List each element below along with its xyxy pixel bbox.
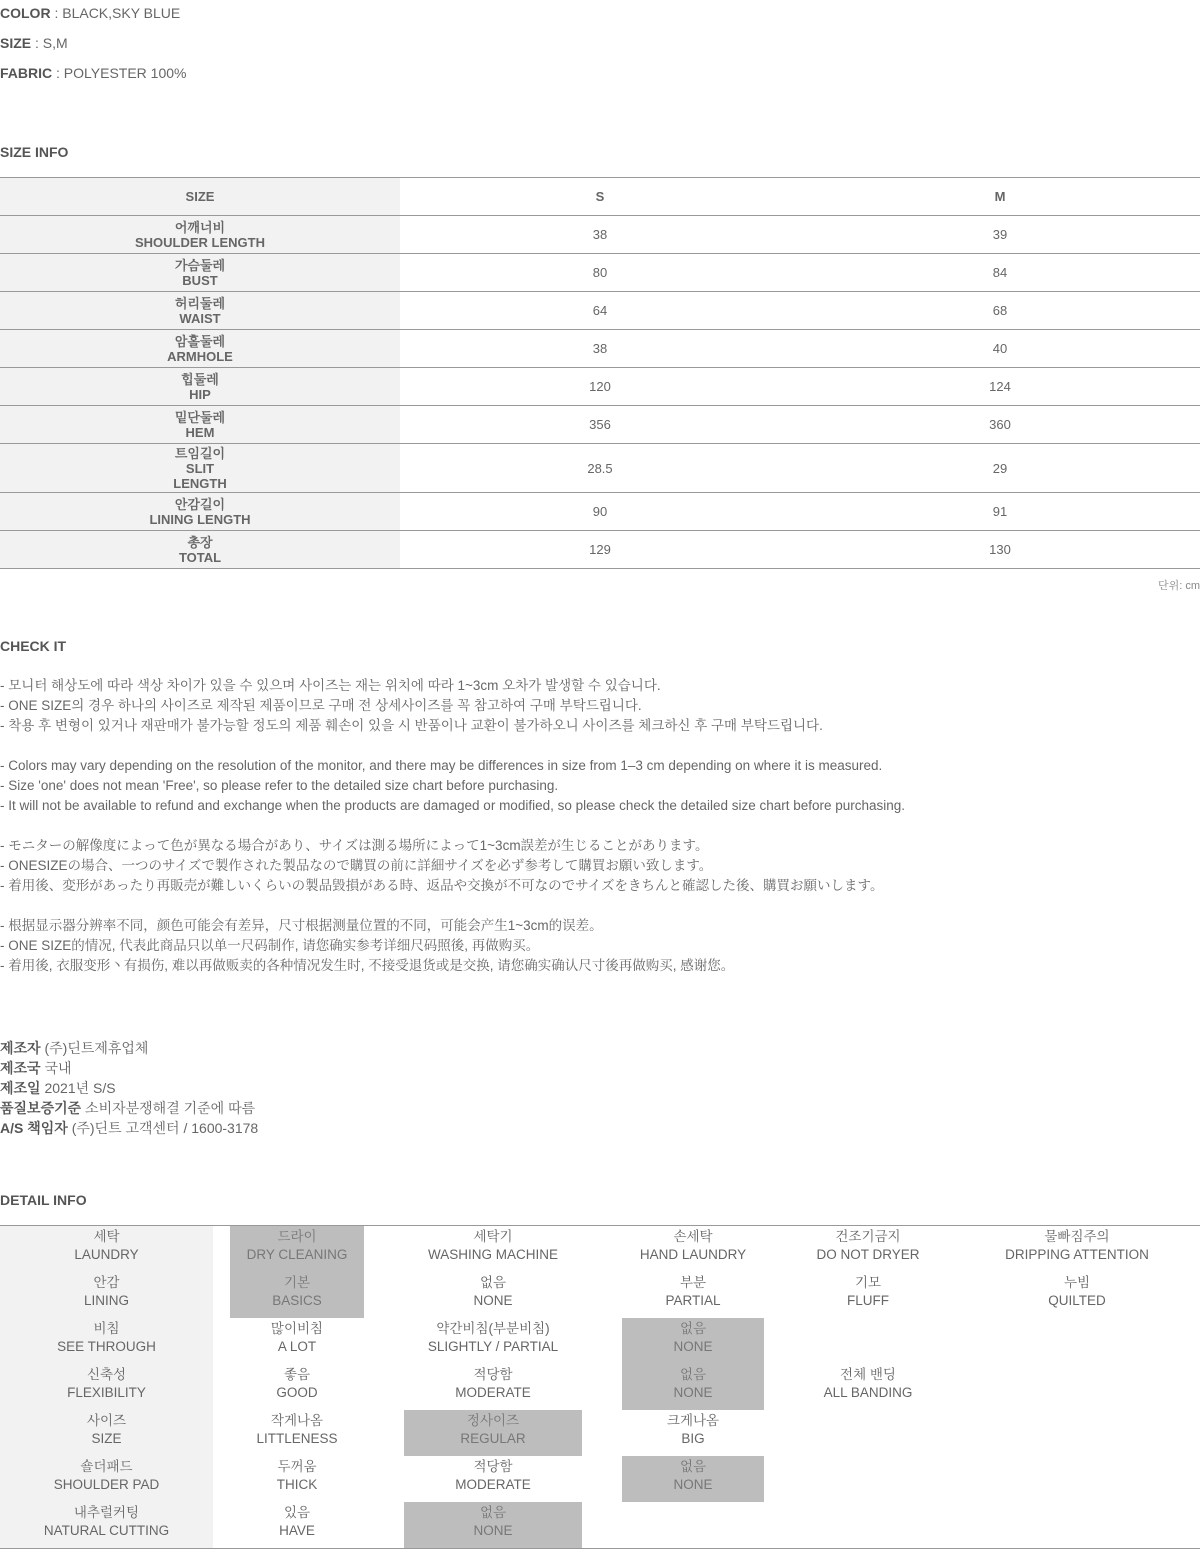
value-m: 130 — [800, 531, 1200, 569]
detail-ko: 안감 — [93, 1275, 120, 1290]
detail-ko: 적당함 — [473, 1459, 513, 1474]
detail-ko: 누빔 — [1063, 1275, 1091, 1290]
detail-ko: 건조기금지 — [835, 1229, 901, 1244]
detail-row-label — [0, 1318, 213, 1364]
detail-option — [404, 1456, 582, 1502]
row-label — [0, 330, 400, 368]
label-ko: 총장 — [187, 534, 213, 550]
value-m: 84 — [800, 254, 1200, 292]
row-label — [0, 444, 400, 493]
table-row — [0, 444, 1200, 493]
detail-en: FLEXIBILITY — [67, 1385, 146, 1400]
row-label — [0, 531, 400, 569]
spec-size — [0, 35, 68, 51]
row-label — [0, 254, 400, 292]
detail-ko: 전체 밴딩 — [840, 1367, 896, 1382]
value-m: 124 — [800, 368, 1200, 406]
check-notes-ja — [0, 836, 883, 896]
note-line: - Size 'one' does not mean 'Free', so please refer to the detailed size chart before purchasing. — [0, 778, 559, 793]
size-info-title: SIZE INFO — [0, 144, 69, 160]
label-ko: 안감길이 — [174, 496, 226, 512]
unit-label: 단위: cm — [1157, 580, 1200, 592]
detail-ko: 세탁 — [93, 1229, 120, 1244]
detail-en: DRY CLEANING — [246, 1247, 348, 1262]
note-line: - 着用後, 衣服变形丶有损伤, 难以再做贩卖的各种情况发生时, 不接受退货或是交换, 请您确实确认尺寸後再做购买, 感谢您。 — [0, 958, 735, 973]
detail-en: DRIPPING ATTENTION — [1005, 1247, 1149, 1262]
table-row — [0, 292, 1200, 330]
detail-ko: 없음 — [479, 1275, 507, 1290]
detail-ko: 숄더패드 — [80, 1459, 133, 1474]
value-s: 38 — [400, 330, 800, 368]
detail-ko: 있음 — [283, 1505, 311, 1520]
maker-date — [0, 1078, 116, 1098]
info-label: 제조자 — [0, 1040, 41, 1056]
detail-ko: 크게나옴 — [666, 1413, 720, 1428]
detail-ko: 부분 — [679, 1275, 707, 1290]
detail-row-label — [0, 1502, 213, 1548]
info-value: (주)딘트 고객센터 / 1600-3178 — [67, 1120, 259, 1136]
label-en: HEM — [185, 424, 215, 440]
spec-color — [0, 5, 180, 21]
size-table — [0, 177, 1200, 569]
detail-en: ALL BANDING — [823, 1385, 913, 1400]
detail-row-label — [0, 1456, 213, 1502]
spec-fabric — [0, 65, 186, 81]
maker-manufacturer — [0, 1038, 148, 1058]
detail-info-title: DETAIL INFO — [0, 1192, 87, 1208]
detail-ko: 사이즈 — [86, 1413, 127, 1428]
detail-row-label — [0, 1410, 213, 1456]
detail-option — [804, 1364, 932, 1410]
info-label: 제조국 — [0, 1060, 41, 1076]
detail-option — [404, 1502, 582, 1548]
info-label: A/S 책임자 — [0, 1120, 68, 1136]
detail-ko: 기모 — [854, 1275, 882, 1290]
label-en: SLIT — [185, 460, 215, 476]
detail-ko: 드라이 — [277, 1229, 317, 1244]
detail-ko: 좋음 — [283, 1367, 311, 1382]
row-label — [0, 292, 400, 330]
detail-en: THICK — [276, 1477, 318, 1492]
detail-en: NONE — [673, 1339, 713, 1354]
detail-ko: 없음 — [679, 1321, 707, 1336]
maker-country — [0, 1058, 72, 1078]
table-header-row — [0, 178, 1200, 216]
label-en: SHOULDER LENGTH — [135, 234, 265, 250]
value-s: 356 — [400, 406, 800, 444]
table-row — [0, 493, 1200, 531]
value-s: 64 — [400, 292, 800, 330]
row-label — [0, 493, 400, 531]
label-ko: 암홀둘레 — [174, 333, 226, 349]
label-en: LINING LENGTH — [149, 511, 251, 527]
row-label — [0, 406, 400, 444]
note-line: - 根据显示器分辨率不同，颜色可能会有差异，尺寸根据测量位置的不同，可能会产生1~3cm的误差。 — [0, 918, 603, 933]
detail-option — [404, 1272, 582, 1318]
value-s: 129 — [400, 531, 800, 569]
table-row — [0, 330, 1200, 368]
value-s: 28.5 — [400, 444, 800, 493]
detail-ko: 정사이즈 — [466, 1413, 520, 1428]
header-size: SIZE — [0, 178, 400, 216]
detail-ko: 손세탁 — [673, 1229, 713, 1244]
info-value: 국내 — [40, 1060, 72, 1076]
spec-label: SIZE — [0, 35, 32, 51]
detail-en: DO NOT DRYER — [816, 1247, 920, 1262]
detail-ko: 세탁기 — [473, 1229, 513, 1244]
detail-ko: 없음 — [479, 1505, 507, 1520]
detail-option — [954, 1272, 1200, 1318]
label-ko: 트임길이 — [174, 445, 226, 461]
detail-option — [404, 1364, 582, 1410]
detail-en: LAUNDRY — [74, 1247, 139, 1262]
table-row — [0, 531, 1200, 569]
detail-en: SIZE — [91, 1431, 122, 1446]
note-line: - ONE SIZE의 경우 하나의 사이즈로 제작된 제품이므로 구매 전 상세사이즈를 꼭 참고하여 구매 부탁드립니다. — [0, 698, 642, 713]
value-m: 29 — [800, 444, 1200, 493]
detail-option — [230, 1364, 364, 1410]
maker-warranty — [0, 1098, 255, 1118]
value-m: 39 — [800, 216, 1200, 254]
table-row — [0, 368, 1200, 406]
detail-option — [404, 1410, 582, 1456]
detail-en: SEE THROUGH — [57, 1339, 156, 1354]
label-en: BUST — [182, 272, 218, 288]
info-label: 제조일 — [0, 1080, 41, 1096]
detail-option — [804, 1272, 932, 1318]
label-en: TOTAL — [178, 549, 222, 565]
note-line: - It will not be available to refund and exchange when the products are damaged or modified, so please check the detailed size chart before purchasing. — [0, 798, 906, 813]
table-row — [0, 254, 1200, 292]
value-s: 120 — [400, 368, 800, 406]
detail-ko: 신축성 — [86, 1367, 127, 1382]
detail-option — [230, 1318, 364, 1364]
spec-value: : S,M — [31, 35, 68, 51]
label-en: ARMHOLE — [167, 348, 233, 364]
note-line: - ONESIZEの場合、一つのサイズで製作された製品なので購買の前に詳細サイズを必ず参考して購買お願い致します。 — [0, 858, 713, 873]
detail-en: GOOD — [276, 1385, 318, 1400]
detail-option — [230, 1410, 364, 1456]
detail-en: WASHING MACHINE — [427, 1247, 558, 1262]
value-m: 91 — [800, 493, 1200, 531]
detail-en: NONE — [473, 1523, 513, 1538]
detail-option — [622, 1272, 764, 1318]
label-en: WAIST — [179, 310, 221, 326]
detail-ko: 많이비침 — [270, 1321, 324, 1336]
label-ko: 가슴둘레 — [174, 257, 226, 273]
row-label — [0, 216, 400, 254]
info-value: 소비자분쟁해결 기준에 따름 — [81, 1100, 256, 1116]
detail-en: NONE — [673, 1477, 713, 1492]
note-line: - モニターの解像度によって色が異なる場合があり、サイズは測る場所によって1~3cm誤差が生じることがあります。 — [0, 838, 709, 853]
value-s: 90 — [400, 493, 800, 531]
detail-row-label — [0, 1272, 213, 1318]
detail-option — [622, 1410, 764, 1456]
note-line: - 모니터 해상도에 따라 색상 차이가 있을 수 있으며 사이즈는 재는 위치에 따라 1~3cm 오차가 발생할 수 있습니다. — [0, 678, 661, 693]
detail-ko: 작게나옴 — [270, 1413, 324, 1428]
detail-option — [804, 1226, 932, 1272]
detail-ko: 기본 — [283, 1275, 311, 1290]
value-m: 40 — [800, 330, 1200, 368]
detail-en: MODERATE — [455, 1385, 531, 1400]
info-value: 2021년 S/S — [40, 1080, 116, 1096]
detail-option — [622, 1318, 764, 1364]
detail-en: PARTIAL — [665, 1293, 721, 1308]
detail-option — [230, 1456, 364, 1502]
spec-label: FABRIC — [0, 65, 53, 81]
detail-ko: 두꺼움 — [277, 1459, 317, 1474]
note-line: - ONE SIZE的情况, 代表此商品只以单一尺码制作, 请您确实参考详细尺码照後, 再做购买。 — [0, 938, 540, 953]
detail-ko: 없음 — [679, 1459, 707, 1474]
detail-en: SLIGHTLY / PARTIAL — [427, 1339, 559, 1354]
note-line: - Colors may vary depending on the resolution of the monitor, and there may be differences in size from 1–3 cm depending on where it is measured. — [0, 758, 883, 773]
row-label — [0, 368, 400, 406]
detail-option — [622, 1364, 764, 1410]
detail-ko: 약간비침(부분비침) — [436, 1321, 550, 1336]
detail-option — [622, 1456, 764, 1502]
detail-option — [954, 1226, 1200, 1272]
maker-as-contact — [0, 1118, 258, 1138]
value-s: 38 — [400, 216, 800, 254]
detail-en: A LOT — [277, 1339, 317, 1354]
detail-option — [404, 1318, 582, 1364]
detail-en: REGULAR — [460, 1431, 526, 1446]
label-en: HIP — [189, 386, 211, 402]
detail-en: NONE — [673, 1385, 713, 1400]
detail-option — [230, 1272, 364, 1318]
spec-value: : BLACK,SKY BLUE — [50, 5, 181, 21]
table-row — [0, 406, 1200, 444]
detail-en: BIG — [681, 1431, 705, 1446]
note-line: - 着用後、変形があったり再販売が難しいくらいの製品毀損がある時、返品や交換が不可なのでサイズをきちんと確認した後、購買お願いします。 — [0, 878, 884, 893]
detail-en: SHOULDER PAD — [53, 1477, 160, 1492]
detail-en: HAND LAUNDRY — [639, 1247, 747, 1262]
detail-option — [230, 1502, 364, 1548]
detail-en: HAVE — [279, 1523, 315, 1538]
header-s: S — [400, 178, 800, 216]
value-m: 360 — [800, 406, 1200, 444]
detail-en: LITTLENESS — [256, 1431, 338, 1446]
detail-ko: 없음 — [679, 1367, 707, 1382]
detail-option — [230, 1226, 364, 1272]
label-en: LENGTH — [173, 475, 227, 491]
spec-label: COLOR — [0, 5, 51, 21]
value-m: 68 — [800, 292, 1200, 330]
detail-row-label — [0, 1364, 213, 1410]
label-ko: 허리둘레 — [174, 295, 226, 311]
check-notes-ko — [0, 676, 823, 736]
detail-en: QUILTED — [1048, 1293, 1106, 1308]
detail-option — [404, 1226, 582, 1272]
detail-en: FLUFF — [847, 1293, 889, 1308]
label-ko: 어깨너비 — [174, 219, 226, 235]
spec-value: : POLYESTER 100% — [52, 65, 187, 81]
label-ko: 힙둘레 — [181, 371, 219, 387]
detail-en: MODERATE — [455, 1477, 531, 1492]
detail-ko: 내추럴커팅 — [73, 1505, 140, 1520]
detail-ko: 물빠짐주의 — [1044, 1229, 1110, 1244]
info-label: 품질보증기준 — [0, 1100, 82, 1116]
detail-row-label — [0, 1226, 213, 1272]
check-it-title: CHECK IT — [0, 638, 67, 654]
detail-en: BASICS — [272, 1293, 322, 1308]
detail-en: NATURAL CUTTING — [43, 1523, 170, 1538]
info-value: (주)딘트제휴업체 — [40, 1040, 149, 1056]
note-line: - 착용 후 변형이 있거나 재판매가 불가능할 정도의 제품 훼손이 있을 시 반품이나 교환이 불가하오니 사이즈를 체크하신 후 구매 부탁드립니다. — [0, 718, 823, 733]
detail-en: LINING — [83, 1293, 129, 1308]
check-notes-zh — [0, 916, 734, 976]
detail-en: NONE — [473, 1293, 513, 1308]
detail-ko: 적당함 — [473, 1367, 513, 1382]
table-row — [0, 216, 1200, 254]
label-ko: 밑단둘레 — [174, 409, 226, 425]
check-notes-en — [0, 756, 905, 816]
detail-ko: 비침 — [93, 1321, 120, 1336]
detail-option — [622, 1226, 764, 1272]
header-m: M — [800, 178, 1200, 216]
value-s: 80 — [400, 254, 800, 292]
detail-grid — [0, 1225, 1200, 1549]
